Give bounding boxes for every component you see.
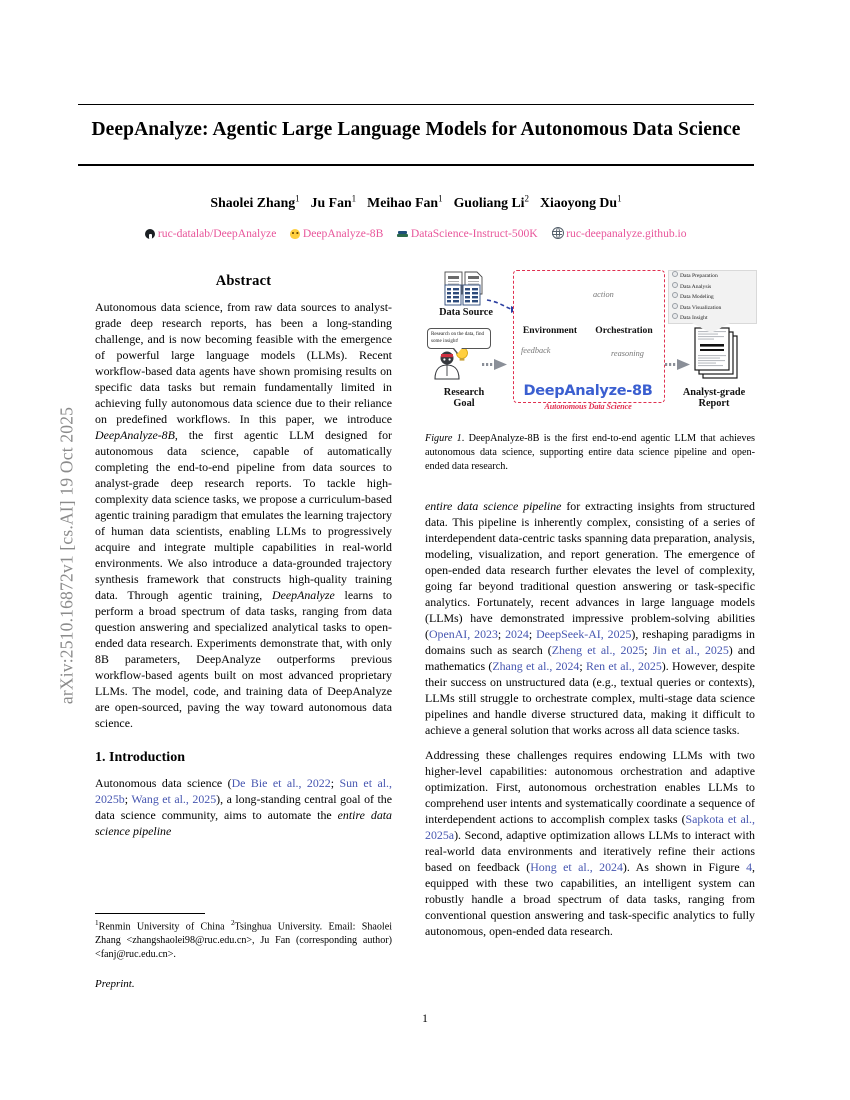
resource-links <box>78 227 754 241</box>
figure-caption: Figure 1. DeepAnalyze-8B is the first end-to-end agentic LLM that achieves autonomous data science, supporting entire data science pipeline and open-ended data research. <box>425 433 755 472</box>
intro-paragraph-1-cont: entire data science pipeline for extracting insights from structured data. This pipeline is inherently complex, consisting of a series of interdependent data-centric tasks spanning data preparation, analysis, modeling, visualization, and report generation. The emergence of open-ended data research further elevates the level of complexity, going far beyond traditional question answering or task-specific analytics. Fortunately, recent advances in large language models (LLMs) have demonstrated impressive problem-solving abilities (OpenAI, 2023; 2024; DeepSeek-AI, 2025), reshaping paradigms in domains such as search (Zheng et al., 2025; Jin et al., 2025) and mathematics (Zhang et al., 2024; Ren et al., 2025). However, despite their success on unstructured data (e.g., textual queries or contexts), LLMs still struggle to orchestrate complex, multi-stage data science pipelines and handle diverse structured data, making it difficult to achieve a general solution that works across all data science tasks. <box>425 499 756 737</box>
speech-bubble: Research on the data, find some insight! <box>427 328 491 349</box>
citation[interactable]: Ren et al., 2025 <box>585 659 662 673</box>
footnote: $^1$Renmin University of China $^2$Tsinghua University. Email: Shaolei Zhang <zhangshaolei98@ruc.edu.cn>, Ju Fan (corresponding author) <fanj@ruc.edu.cn>. <box>95 919 392 960</box>
page-title: DeepAnalyze: Agentic Large Language Models for Autonomous Data Science <box>91 119 741 140</box>
checklist-item: Data Visualization <box>669 303 756 314</box>
intro-paragraph-1: Autonomous data science (De Bie et al., 2022; Sun et al., 2025b; Wang et al., 2025), a long-standing central goal of the data science community, aims to automate the entire data science pipeline <box>95 776 393 839</box>
reasoning-label: reasoning <box>611 349 644 358</box>
link-dataset[interactable]: DataScience-Instruct-500K <box>397 227 537 241</box>
box-caption: Autonomous Data Science <box>544 402 632 411</box>
bullet-icon <box>672 271 678 277</box>
citation[interactable]: Zheng et al., 2025 <box>551 643 645 657</box>
link-website[interactable]: ruc-deepanalyze.github.io <box>552 227 687 241</box>
citation[interactable]: Zhang et al., 2024 <box>492 659 580 673</box>
preprint-note: Preprint. <box>95 978 135 990</box>
orchestration-label: Orchestration <box>595 325 653 336</box>
abstract-body: Autonomous data science, from raw data sources to analyst-grade deep research reports, has been a long-standing challenge, and is now becoming feasible with the emergence of powerful large language models (LLMs). Recent workflow-based data agents have shown promising results on specific data tasks but remain fundamentally limited in achieving fully autonomous data science due to their reliance on predefined workflows. In this paper, we introduce DeepAnalyze-8B, the first agentic LLM designed for autonomous data science, capable of automatically completing the end-to-end pipeline from data sources to analyst-grade deep research reports. To tackle high-complexity data science tasks, we propose a curriculum-based agentic training paradigm that emulates the learning trajectory of human data scientists, enabling LLMs to progressively acquire and integrate multiple capabilities in real-world environments. We also introduce a data-grounded trajectory synthesis framework that constructs high-quality training data. Through agentic training, DeepAnalyze learns to perform a broad spectrum of data tasks, ranging from data question answering and specialized analytical tasks to open-ended data research. Experiments demonstrate that, with only 8B parameters, DeepAnalyze outperforms previous workflow-based agents built on most advanced proprietary LLMs. The model, code, and training data of DeepAnalyze are open-sourced, paving the way toward autonomous data science. <box>95 299 392 730</box>
globe-icon <box>552 227 564 241</box>
author-2: Meihao Fan$^1$ <box>367 193 443 210</box>
checklist-item: Data Preparation <box>669 271 756 282</box>
model-wordmark: DeepAnalyze-8B <box>523 383 653 399</box>
author-0: Shaolei Zhang$^1$ <box>210 193 300 210</box>
feedback-label: feedback <box>521 346 551 355</box>
citation[interactable]: Wang et al., 2025 <box>131 792 217 807</box>
checklist-item: Data Modeling <box>669 292 756 303</box>
figure-1 <box>425 266 755 422</box>
bullet-icon <box>672 292 678 298</box>
author-1: Ju Fan$^1$ <box>310 193 357 210</box>
huggingface-icon <box>290 229 300 241</box>
bullet-icon <box>672 282 678 288</box>
citation[interactable]: OpenAI, 2023 <box>428 627 498 641</box>
report-label: Analyst-grade Report <box>682 387 746 410</box>
action-label: action <box>593 290 614 299</box>
bullet-icon <box>672 313 678 319</box>
dataset-icon <box>397 229 408 241</box>
title-rule-top <box>78 104 754 105</box>
section-heading-introduction: 1. Introduction <box>95 749 185 765</box>
github-icon <box>145 229 155 241</box>
author-4: Xiaoyong Du$^1$ <box>540 193 622 210</box>
abstract-heading: Abstract <box>215 273 272 289</box>
author-list <box>78 193 754 211</box>
citation[interactable]: Jin et al., 2025 <box>652 643 729 657</box>
title-rule-bottom <box>78 164 754 166</box>
citation[interactable]: Sun et al., 2025b <box>95 776 392 807</box>
citation[interactable]: 2024 <box>505 627 529 641</box>
environment-label: Environment <box>522 325 578 336</box>
page-number: 1 <box>422 1013 428 1025</box>
intro-paragraph-2: Addressing these challenges requires endowing LLMs with two higher-level capabilities: autonomous orchestration and adaptive optimization. First, autonomous orchestration enables LLMs to comprehend user intents and systematically coordinate a sequence of interdependent actions to accomplish complex tasks (Sapkota et al., 2025a). Second, adaptive optimization allows LLMs to interact with real-world data environments and iteratively refine their actions based on feedback (Hong et al., 2024). As shown in Figure 4, equipped with these two capabilities, an intelligent system can robustly handle a broad spectrum of data tasks, ranging from conventional question answering and task-specific analytics to fully autonomous, open-ended data research. <box>425 748 755 938</box>
figure-reference[interactable]: 4 <box>746 860 753 874</box>
footnote-rule <box>95 913 205 914</box>
right-column <box>425 498 755 948</box>
bullet-icon <box>672 303 678 309</box>
pipeline-checklist <box>668 270 757 324</box>
citation[interactable]: DeepSeek-AI, 2025 <box>536 627 632 641</box>
citation[interactable]: Hong et al., 2024 <box>530 860 623 874</box>
link-huggingface-model[interactable]: DeepAnalyze-8B <box>290 227 383 241</box>
checklist-item: Data Insight <box>669 313 756 324</box>
checklist-tail <box>690 322 732 333</box>
citation[interactable]: De Bie et al., 2022 <box>231 776 331 791</box>
research-goal-label: Research Goal <box>443 387 485 410</box>
author-3: Guoliang Li$^2$ <box>453 193 530 210</box>
checklist-item: Data Analysis <box>669 282 756 293</box>
data-source-label: Data Source <box>439 307 493 318</box>
arxiv-stamp: arXiv:2510.16872v1 [cs.AI] 19 Oct 2025 <box>56 406 77 705</box>
link-github[interactable]: ruc-datalab/DeepAnalyze <box>145 227 276 241</box>
citation[interactable]: Sapkota et al., 2025a <box>425 812 755 842</box>
left-column <box>95 272 392 848</box>
